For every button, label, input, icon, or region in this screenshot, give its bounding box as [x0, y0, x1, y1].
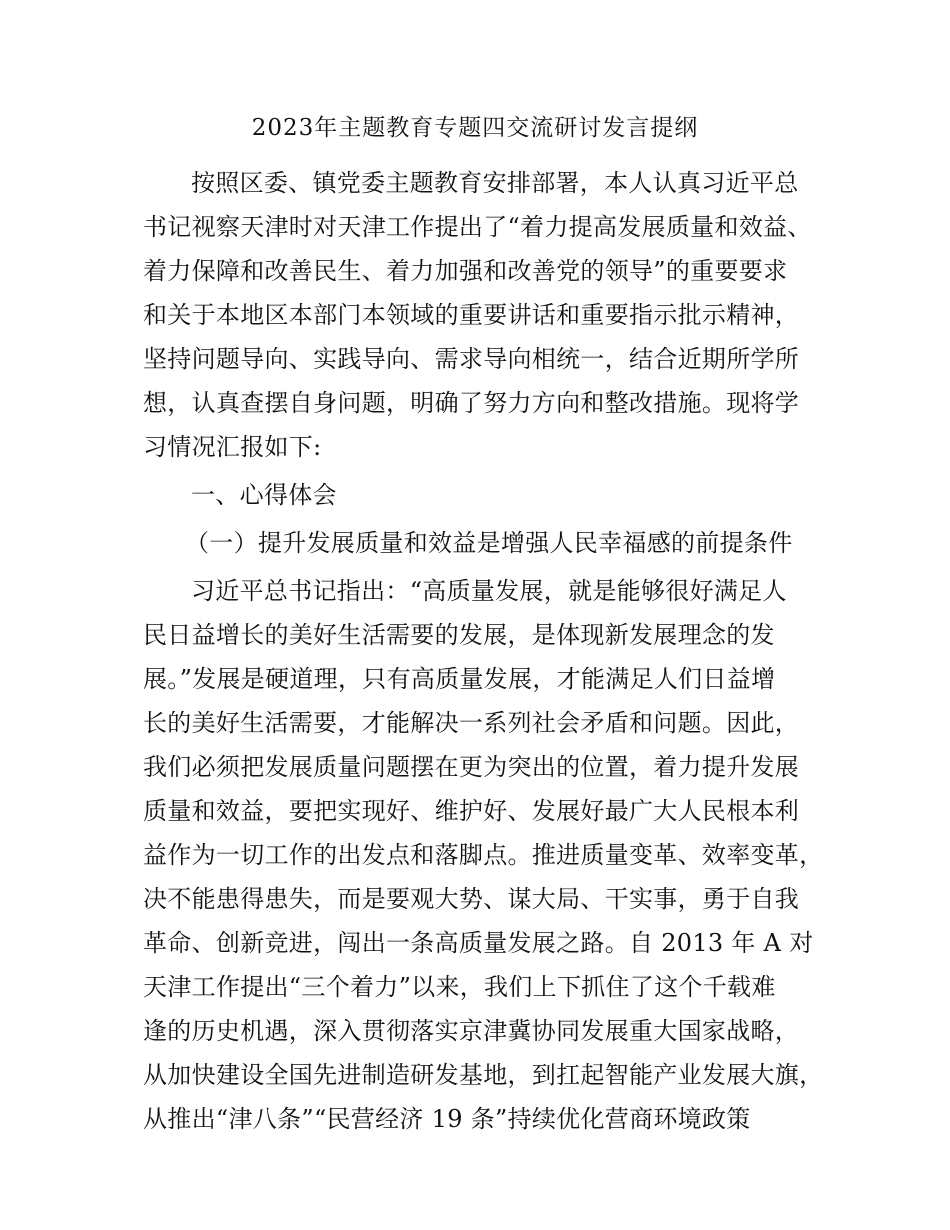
paragraph-line: 习情况汇报如下: — [143, 433, 322, 461]
paragraph-line: 坚持问题导向、实践导向、需求导向相统一，结合近期所学所 — [143, 345, 800, 373]
paragraph-line: 逢的历史机遇，深入贯彻落实京津冀协同发展重大国家战略， — [143, 1017, 800, 1045]
paragraph-line: 革命、创新竞进，闯出一条高质量发展之路。自 2013 年 A 对 — [143, 929, 814, 957]
paragraph-line: 长的美好生活需要，才能解决一系列社会矛盾和问题。因此， — [143, 709, 800, 737]
paragraph-line: 决不能患得患失，而是要观大势、谋大局、干实事，勇于自我 — [143, 885, 800, 913]
section-heading: 一、心得体会 — [191, 481, 337, 509]
paragraph-line: 质量和效益，要把实现好、维护好、发展好最广大人民根本利 — [143, 797, 800, 825]
subsection-heading: （一）提升发展质量和效益是增强人民幸福感的前提条件 — [185, 529, 793, 557]
paragraph-line: 想，认真查摆自身问题，明确了努力方向和整改措施。现将学 — [143, 389, 800, 417]
paragraph-line: 习近平总书记指出：“高质量发展，就是能够很好满足人 — [191, 577, 787, 605]
document-title: 2023年主题教育专题四交流研讨发言提纲 — [251, 115, 699, 141]
paragraph-line: 按照区委、镇党委主题教育安排部署，本人认真习近平总 — [191, 169, 799, 197]
paragraph-line: 书记视察天津时对天津工作提出了“着力提高发展质量和效益、 — [143, 213, 812, 241]
paragraph-line: 和关于本地区本部门本领域的重要讲话和重要指示批示精神， — [143, 301, 800, 329]
paragraph-line: 着力保障和改善民生、着力加强和改善党的领导”的重要要求 — [143, 257, 788, 285]
paragraph-line: 天津工作提出“三个着力”以来，我们上下抓住了这个千载难 — [143, 973, 776, 1001]
paragraph-line: 民日益增长的美好生活需要的发展，是体现新发展理念的发 — [143, 621, 775, 649]
paragraph-line: 从加快建设全国先进制造研发基地，到扛起智能产业发展大旗， — [143, 1061, 824, 1089]
paragraph-line: 我们必须把发展质量问题摆在更为突出的位置，着力提升发展 — [143, 753, 800, 781]
paragraph-line: 益作为一切工作的出发点和落脚点。推进质量变革、效率变革， — [143, 841, 824, 869]
paragraph-line: 展。”发展是硬道理，只有高质量发展，才能满足人们日益增 — [143, 665, 776, 693]
paragraph-line: 从推出“津八条”“民营经济 19 条”持续优化营商环境政策 — [143, 1105, 751, 1133]
